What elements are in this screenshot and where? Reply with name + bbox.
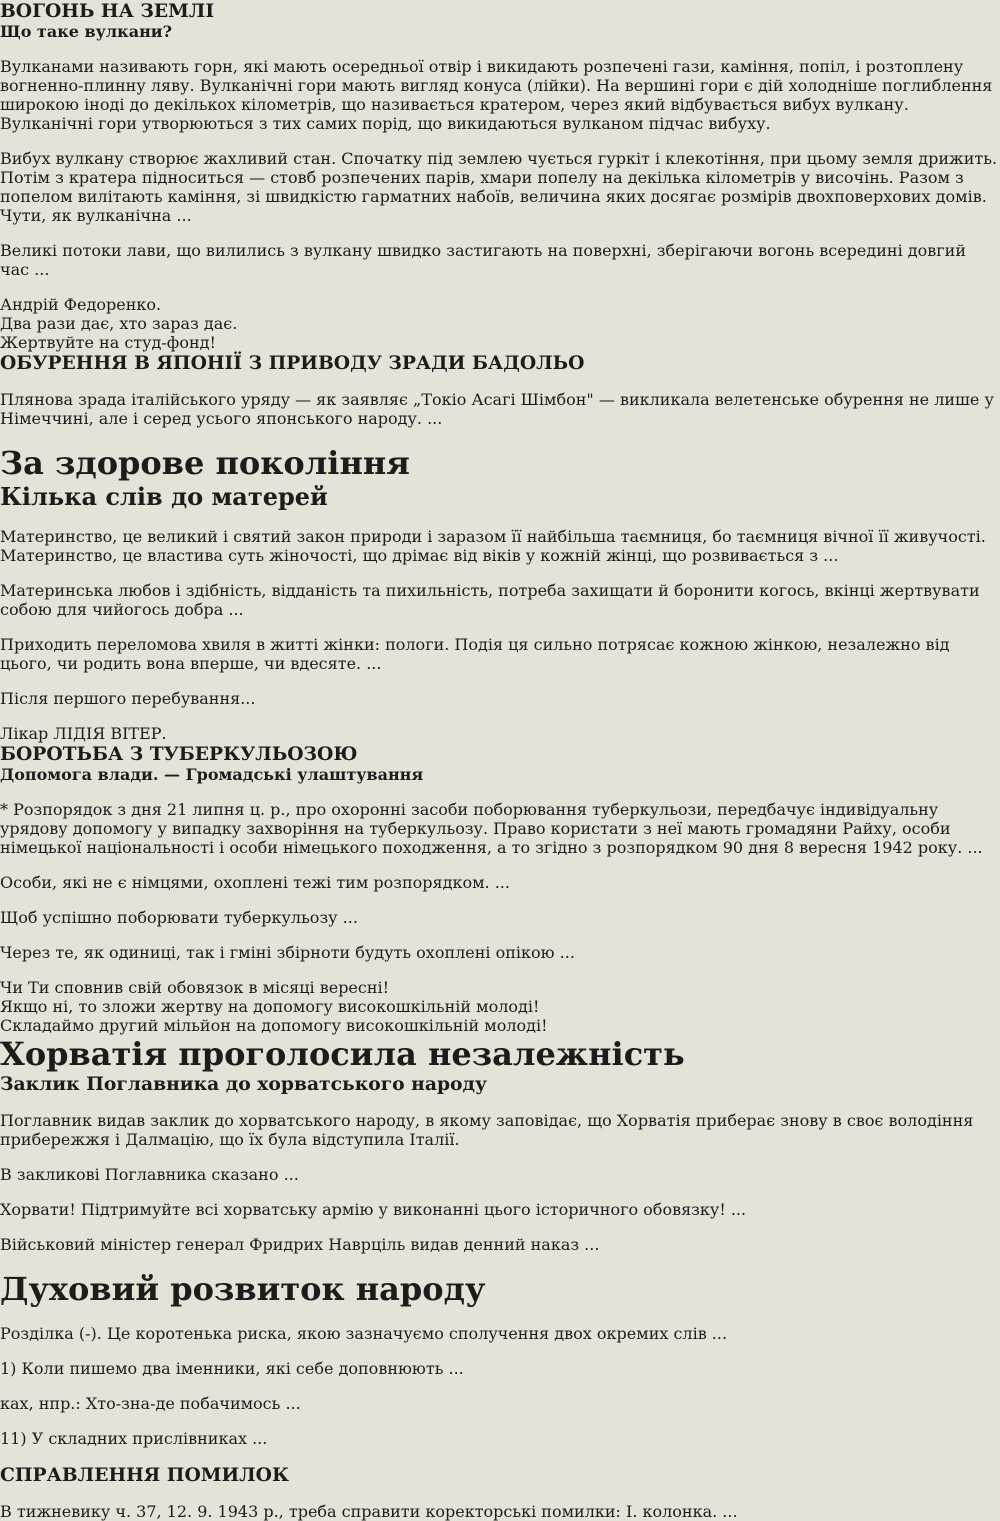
volcano-signature: Андрій Федоренко.: [0, 295, 162, 314]
tb-subtitle: Допомога влади. — Громадські улаштування: [0, 765, 424, 784]
volcano-title: ВОГОНЬ НА ЗЕМЛІ: [0, 0, 215, 22]
health-paragraph: Після першого перебування...: [0, 689, 256, 708]
corrections-title: СПРАВЛЕННЯ ПОМИЛОК: [0, 1464, 289, 1486]
appeal-box: Чи Ти сповнив свій обовязок в місяці вересні! Якщо ні, то зложи жертву на допомогу високошкільній молоді! Складаймо другий мільйон на допомогу високошкільній молоді!: [0, 978, 548, 1035]
volcano-paragraph: Вибух вулкану створює жахливий стан. Спочатку під землею чується гуркіт і клекотіння, при цьому земля дрижить. Потім з кратера підноситься — стовб розпечених парів, хмари попелу на декілька кілометрів у височінь. Разом з попелом вилітають каміння, зі швидкістю гарматних набоїв, величина яких досягає розмірів двохповерхових домів. Чути, як вулканічна ...: [0, 149, 998, 225]
volcano-paragraph: Великі потоки лави, що вилились з вулкану швидко застигають на поверхні, зберігаючи вогонь всередині довгий час ...: [0, 241, 966, 279]
middle-column: [0, 444, 1000, 743]
tb-paragraph: Щоб успішно поборювати туберкульозу ...: [0, 908, 358, 927]
right-column: [0, 743, 1000, 1035]
japan-text: Плянова зрада італійського уряду — як заявляє „Токіо Асагі Шімбон" — викликала велетенське обурення не лише у Німеччині, але і серед усього японського народу. ...: [0, 390, 994, 428]
health-paragraph: Приходить переломова хвиля в житті жінки: пологи. Подія ця сильно потрясає кожною жінкою, незалежно від цього, чи родить вона вперше, чи вдесяте. ...: [0, 635, 950, 673]
tb-title: БОРОТЬБА З ТУБЕРКУЛЬОЗОЮ: [0, 743, 358, 765]
japan-title: ОБУРЕННЯ В ЯПОНІЇ З ПРИВОДУ ЗРАДИ БАДОЛЬО: [0, 352, 585, 374]
health-paragraph: Материнство, це великий і святий закон природи і заразом її найбільша таємниця, бо таємниця вічної її живучості. Материнство, це властива суть жіночості, що дрімає від віків у кожній жінці, що розвивається з ...: [0, 527, 986, 565]
culture-section: Духовий розвиток народу Розділка (-). Це коротенька риска, якою зазначуємо сполучення двох окремих слів ... 1) Коли пишемо два іменники, які себе доповнюють ... ках, нпр.: Хто-зна-де побачимось ... 11) У складних прислівниках ... СПРАВЛЕННЯ ПОМИЛОК В тижневику ч. 37, 12. 9. 1943 р., треба справити коректорські помилки: I. колонка. ...: [0, 1270, 1000, 1521]
tb-paragraph: Особи, які не є німцями, охоплені тежі тим розпорядком. ...: [0, 873, 510, 892]
left-column: [0, 0, 1000, 428]
volcano-paragraph: Вулканами називають горн, які мають осередньої отвір і викидають розпечені гази, каміння, попіл, і розтоплену вогненно-плинну ляву. Вулканічні гори мають вигляд конуса (лійки). На вершині гори є дій холодніше поглиблення широкою іноді до декількох кілометрів, що називається кратером, через який відбувається вибух вулкану. Вулканічні гори утворюються з тих самих порід, що викидаються вулканом підчас вибуху.: [0, 57, 993, 133]
corrections-text: В тижневику ч. 37, 12. 9. 1943 р., треба справити коректорські помилки: I. колонка. ...: [0, 1502, 738, 1521]
notice-box: Два рази дає, хто зараз дає. Жертвуйте на студ-фонд!: [0, 314, 238, 352]
health-paragraph: Материнська любов і здібність, відданість та пихильність, потреба захищати й боронити когось, вкінці жертвувати собою для чийогось добра ...: [0, 581, 980, 619]
croatia-subtitle: Заклик Поглавника до хорватського народу: [0, 1073, 487, 1095]
croatia-section: Хорватія проголосила незалежність Заклик Поглавника до хорватського народу Поглавник видав заклик до хорватського народу, в якому заповідає, що Хорватія приберає знову в своє володіння прибережжя і Далмацію, що їх була відступила Італії. В закликові Поглавника сказано ... Хорвати! Підтримуйте всі хорватську армію у виконанні цього історичного обовязку! ... Військовий міністер генерал Фридрих Наврціль видав денний наказ ...: [0, 1035, 1000, 1254]
croatia-title: Хорватія проголосила незалежність: [0, 1035, 685, 1073]
tb-paragraph: Через те, як одиниці, так і гміні збірноти будуть охоплені опікою ...: [0, 943, 575, 962]
health-title: За здорове покоління: [0, 444, 410, 482]
culture-title: Духовий розвиток народу: [0, 1270, 486, 1308]
health-subtitle: Кілька слів до матерей: [0, 482, 328, 511]
tb-paragraph: * Розпорядок з дня 21 липня ц. р., про охоронні засоби поборювання туберкульози, передбачує індивідуальну урядову допомогу у випадку захворіння на туберкульозу. Право користати з неї мають громадяни Райху, особи німецької національності і особи німецького походження, а то згідно з розпорядком 90 дня 8 вересня 1942 року. ...: [0, 800, 983, 857]
volcano-subtitle: Що таке вулкани?: [0, 22, 173, 41]
health-signature: Лікар ЛІДІЯ ВІТЕР.: [0, 724, 167, 743]
